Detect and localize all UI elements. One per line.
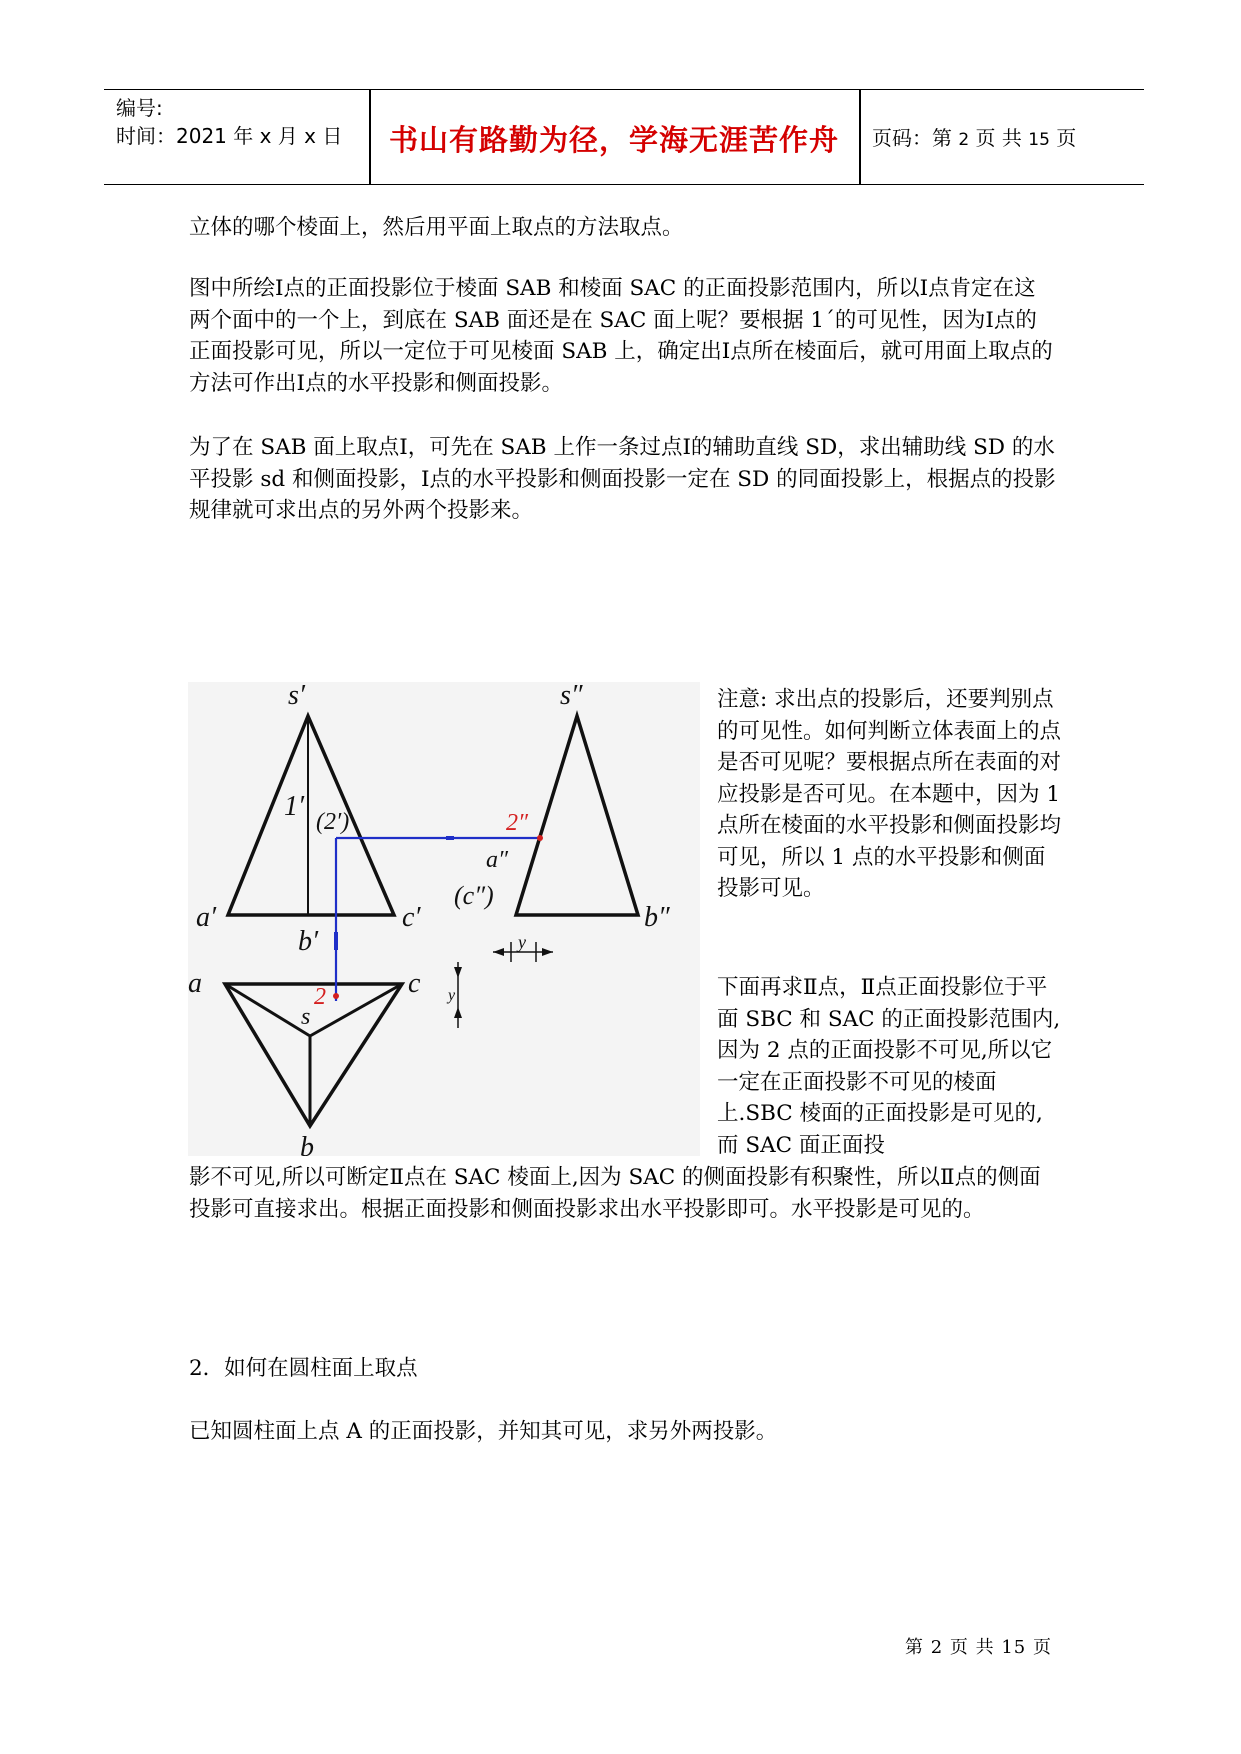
page-mid: 页 共 (975, 126, 1022, 150)
label-a-side: a″ (486, 847, 508, 873)
note-visibility: 注意: 求出点的投影后，还要判别点的可见性。如何判断立体表面上的点是否可见呢？要根据点所在表面的对应投影是否可见。在本题中，因为 1 点所在棱面的水平投影和侧面投影均可见，所以 1 点的水平投影和侧面投影可见。 (717, 687, 1062, 901)
label-b-top: b (300, 1132, 314, 1156)
label-y-dimension-vertical: y (448, 987, 456, 1004)
label-s-side: s″ (560, 682, 583, 711)
label-y-dimension: y (518, 932, 526, 952)
label-2-front: (2′) (316, 809, 350, 835)
label-1-front: 1′ (284, 791, 305, 822)
label-s-top: s (301, 1004, 311, 1030)
label-s-front: s′ (288, 682, 306, 711)
serial-label: 编号: (116, 96, 163, 120)
label-2-top: 2 (314, 984, 326, 1010)
page-total: 15 (1028, 130, 1050, 150)
label-b-front: b′ (298, 926, 319, 957)
paragraph-4: 影不可见,所以可断定Ⅱ点在 SAC 棱面上,因为 SAC 的侧面投影有积聚性，所以Ⅱ点的侧面投影可直接求出。根据正面投影和侧面投影求出水平投影即可。水平投影是可见的。 (189, 1165, 1041, 1222)
label-b-side: b″ (644, 902, 670, 933)
header-meta (116, 94, 342, 150)
page-header (104, 89, 1144, 185)
paragraph-1: 立体的哪个棱面上，然后用平面上取点的方法取点。 (189, 215, 684, 240)
projection-figure (188, 682, 700, 1156)
page-suffix: 页 (1056, 126, 1077, 150)
label-c-side: (c″) (454, 881, 494, 910)
header-motto: 书山有路勤为径，学海无涯苦作舟 (388, 123, 839, 157)
time-label: 时间：2021 年 x 月 x 日 (116, 124, 343, 148)
label-2-side: 2″ (506, 810, 528, 836)
label-a-front: a′ (196, 902, 217, 933)
header-page-info (872, 122, 1076, 151)
side-view-triangle (516, 716, 638, 915)
front-view-triangle (228, 716, 394, 915)
page-number: 2 (958, 130, 970, 150)
note-point-two: 下面再求Ⅱ点，Ⅱ点正面投影位于平面 SBC 和 SAC 的正面投影范围内,因为 2 点的正面投影不可见,所以它一定在正面投影不可见的棱面上.SBC 棱面的正面投影是可见的,而 SAC 面正面投 (717, 975, 1061, 1158)
label-c-top: c (408, 968, 421, 999)
header-divider-right (859, 90, 861, 184)
page-prefix: 页码：第 (872, 126, 952, 150)
label-a-top: a (188, 968, 202, 999)
page-footer: 第 2 页 共 15 页 (905, 1637, 1052, 1658)
paragraph-5: 已知圆柱面上点 A 的正面投影，并知其可见，求另外两投影。 (189, 1419, 778, 1444)
paragraph-3: 为了在 SAB 面上取点Ⅰ，可先在 SAB 上作一条过点Ⅰ的辅助直线 SD，求出辅助线 SD 的水平投影 sd 和侧面投影，Ⅰ点的水平投影和侧面投影一定在 SD 的同面投影上，根据点的投影规律就可求出点的另外两个投影来。 (189, 435, 1056, 523)
paragraph-2: 图中所绘Ⅰ点的正面投影位于棱面 SAB 和棱面 SAC 的正面投影范围内，所以Ⅰ点肯定在这两个面中的一个上，到底在 SAB 面还是在 SAC 面上呢？要根据 1´的可见性，因为Ⅰ点的正面投影可见，所以一定位于可见棱面 SAB 上，确定出Ⅰ点所在棱面后，就可用面上取点的方法可作出Ⅰ点的水平投影和侧面投影。 (189, 276, 1053, 396)
label-c-front: c′ (402, 902, 421, 933)
projection-drawing (188, 682, 700, 1156)
section-heading-cylinder: 2．如何在圆柱面上取点 (189, 1356, 418, 1381)
top-view-edge-as (225, 984, 310, 1036)
